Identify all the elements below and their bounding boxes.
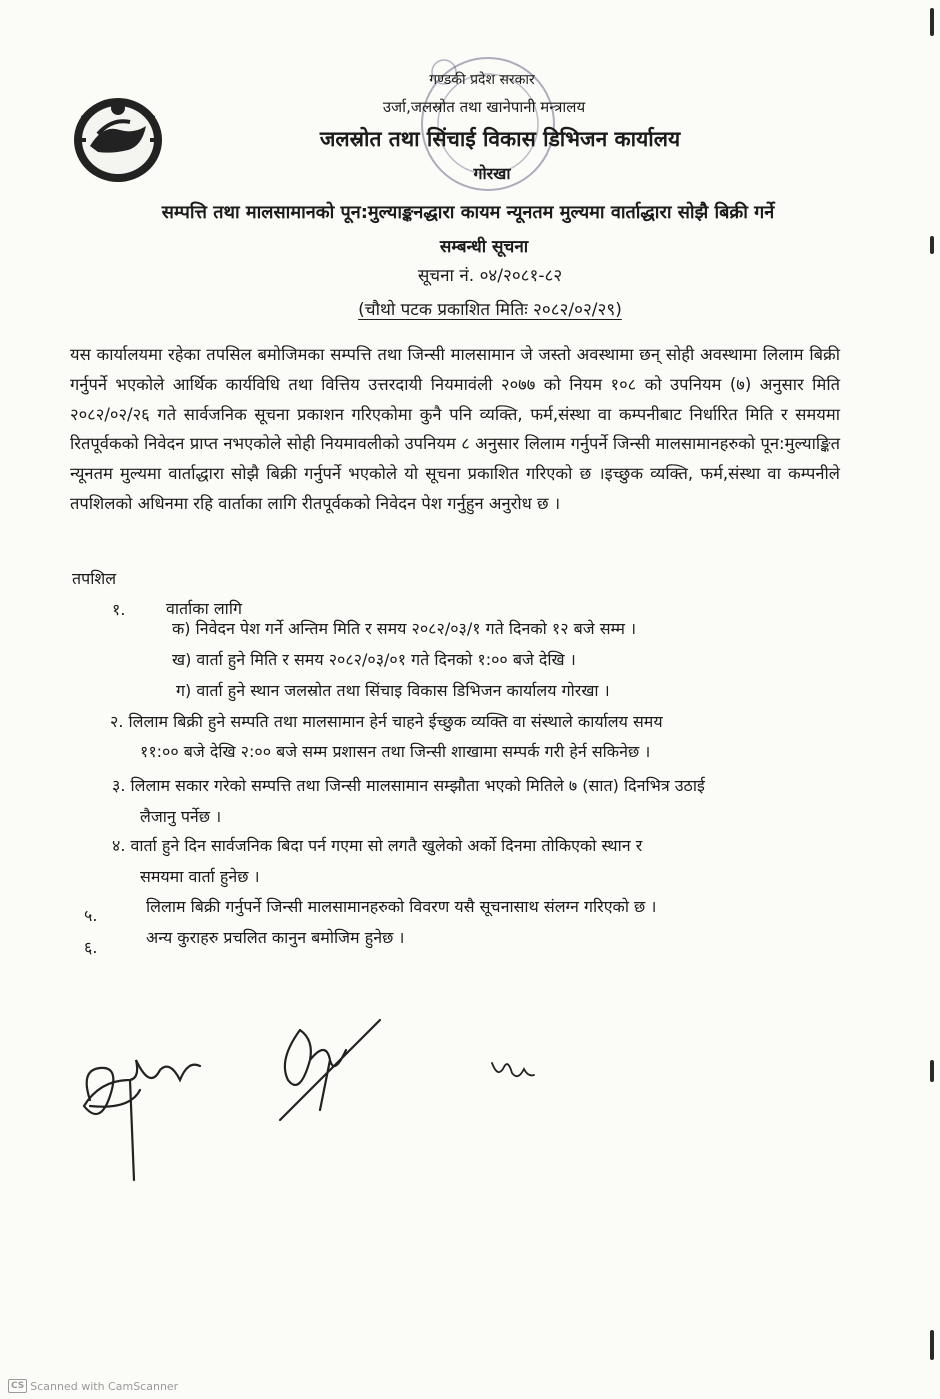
- list-item: २. लिलाम बिक्री हुने सम्पति तथा मालसामान हेर्न चाहने ईच्छुक व्यक्ति वा संस्थाले कार्यालय समय: [110, 712, 663, 731]
- list-item-continued: ११:०० बजे देखि २:०० बजे सम्म प्रशासन तथा जिन्सी शाखामा सम्पर्क गरी हेर्न सकिनेछ ।: [140, 742, 651, 761]
- notice-number: सूचना नं. ०४/२०८१-८२: [417, 266, 563, 286]
- office-name: जलस्रोत तथा सिंचाई विकास डिभिजन कार्यालय: [319, 127, 681, 151]
- item-number: ६.: [84, 938, 98, 957]
- government-name: गण्डकी प्रदेश सरकार: [429, 72, 535, 88]
- initials-image: [488, 1055, 538, 1085]
- sub-item: क) निवेदन पेश गर्ने अन्तिम मिति र समय २०८२/०३/१ गते दिनको १२ बजे सम्म ।: [172, 619, 637, 638]
- notice-subject: सम्पत्ति तथा मालसामानको पून:मुल्याङ्कनद्धारा कायम न्यूनतम मुल्यमा वार्ताद्धारा सोझै बिक्री गर्ने: [161, 202, 775, 223]
- list-item: ४. वार्ता हुने दिन सार्वजनिक बिदा पर्न गएमा सो लगतै खुलेको अर्को दिनमा तोकिएको स्थान र: [112, 836, 643, 855]
- list-item: अन्य कुराहरु प्रचलित कानुन बमोजिम हुनेछ ।: [146, 928, 405, 947]
- list-item: लिलाम बिक्री गर्नुपर्ने जिन्सी मालसामानहरुको विवरण यसै सूचनासाथ संलग्न गरिएको छ ।: [146, 897, 657, 916]
- sub-item: ख) वार्ता हुने मिति र समय २०८२/०३/०१ गते दिनको १:०० बजे देखि ।: [172, 650, 576, 669]
- scanner-badge: CS: [8, 1379, 27, 1393]
- item-number: ५.: [84, 906, 98, 925]
- ministry-name: उर्जा,जलस्रोत तथा खानेपानी मन्त्रालय: [382, 98, 586, 116]
- item-number: १.: [112, 600, 126, 619]
- list-item: ३. लिलाम सकार गरेको सम्पत्ति तथा जिन्सी मालसामान सम्झौता भएको मितिले ७ (सात) दिनभित्र उठाई: [112, 776, 705, 795]
- scan-edge-mark: [930, 1330, 934, 1360]
- sub-item: ग) वार्ता हुने स्थान जलस्रोत तथा सिंचाइ विकास डिभिजन कार्यालय गोरखा ।: [176, 681, 610, 700]
- item-title: वार्ताका लागि: [166, 599, 242, 618]
- signature-image: [270, 1010, 390, 1130]
- notice-body-paragraph: यस कार्यालयमा रहेका तपसिल बमोजिमका सम्पत्ति तथा जिन्सी मालसामान जे जस्तो अवस्थामा छन् सोही अवस्थामा लिलाम बिक्री गर्नुपर्ने भएकोले आर्थिक कार्यविधि तथा वित्तिय उत्तरदायी नियमावंली २०७७ को नियम १०८ को उपनियम (७) अनुसार मिति २०८२/०२/२६ गते सार्वजनिक सूचना प्रकाशन गरिएकोमा कुनै पनि व्यक्ति, फर्म,संस्था वा कम्पनीबाट निर्धारित मिति र समयमा रितपूर्वकको निवेदन प्राप्त नभएकोले सोही नियमावलीको उपनियम ८ अनुसार लिलाम गर्नुपर्ने जिन्सी मालसामानहरुको पून:मुल्याङ्कित न्यूनतम मुल्यमा वार्ताद्धारा सोझै बिक्री गर्नुपर्ने भएकोले यो सूचना प्रकाशित गरिएको छ ।इच्छुक व्यक्ति, फर्म,संस्था वा कम्पनीले तपशिलको अधिनमा रहि वार्ताका लागि रीतपूर्वकको निवेदन पेश गर्नुहुन अनुरोध छ ।: [70, 345, 840, 513]
- list-item-continued: समयमा वार्ता हुनेछ ।: [140, 867, 260, 886]
- list-item-continued: लैजानु पर्नेछ ।: [140, 807, 222, 826]
- scanner-text: Scanned with CamScanner: [30, 1379, 179, 1393]
- scanner-watermark: [8, 1379, 178, 1393]
- details-heading: तपशिल: [72, 569, 117, 588]
- scan-edge-mark: [930, 1060, 934, 1082]
- notice-subject-continued: सम्बन्धी सूचना: [439, 237, 529, 257]
- publication-date-text: (चौथो पटक प्रकाशित मितिः २०८२/०२/२९): [358, 300, 622, 320]
- district-name: गोरखा: [473, 164, 511, 183]
- scan-edge-mark: [930, 8, 934, 36]
- signature-image: [70, 1030, 220, 1190]
- publication-date: [20, 297, 940, 320]
